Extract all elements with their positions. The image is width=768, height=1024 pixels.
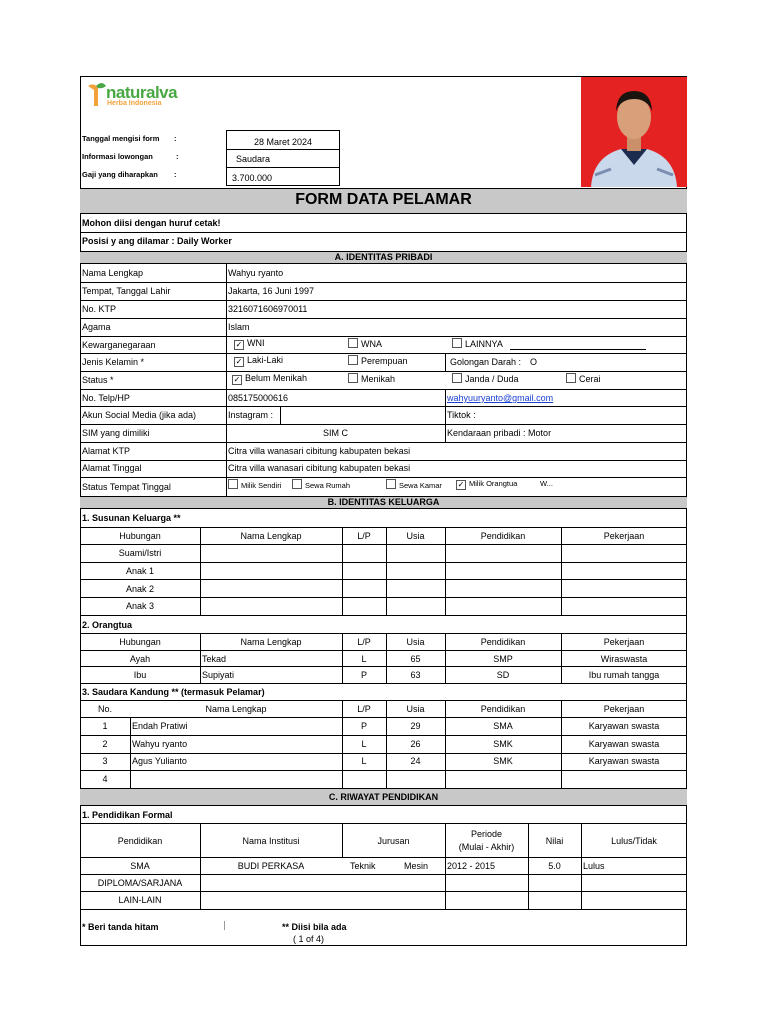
cell-nama[interactable]: Endah Pratiwi — [132, 721, 188, 731]
janda-duda-checkbox[interactable] — [452, 373, 519, 384]
cell-no: 1 — [102, 721, 108, 731]
status-label: Status * — [82, 375, 114, 385]
keluarga-row-anak-3: Anak 3 — [125, 601, 155, 611]
wni-checkbox[interactable] — [234, 338, 265, 350]
cell-nama[interactable]: Supiyati — [202, 670, 235, 680]
ktp-label: No. KTP — [82, 304, 117, 314]
cell-lp[interactable]: L — [361, 654, 367, 664]
col-usia: Usia — [406, 531, 425, 541]
laki-label: Laki-Laki — [247, 355, 284, 365]
nama-field[interactable]: Wahyu ryanto — [228, 268, 284, 278]
cell-pekerjaan[interactable]: Ibu rumah tangga — [588, 670, 660, 680]
tiktok-label: Tiktok : — [447, 410, 476, 420]
cell-pendidikan[interactable]: SMA — [493, 721, 513, 731]
instruction-note: Mohon diisi dengan huruf cetak! — [82, 218, 221, 228]
alamat-tinggal-label: Alamat Tinggal — [82, 463, 142, 473]
perempuan-checkbox[interactable] — [348, 355, 408, 366]
position-applied: Posisi y ang dilamar : Daily Worker — [82, 236, 232, 246]
alamat-ktp-field[interactable]: Citra villa wanasari cibitung kabupaten bekasi — [228, 446, 411, 456]
col-nilai: Nilai — [545, 836, 564, 846]
wni-label: WNI — [247, 338, 265, 348]
cell-pekerjaan[interactable]: Wiraswasta — [600, 654, 648, 664]
wna-checkbox[interactable] — [348, 338, 382, 349]
form-title: FORM DATA PELAMAR — [295, 191, 472, 208]
salary-field[interactable]: 3.700.000 — [232, 173, 273, 183]
col-periode-sub: (Mulai - Akhir) — [458, 842, 515, 852]
milik-sendiri-checkbox[interactable] — [228, 479, 281, 490]
cell-lp[interactable]: P — [360, 670, 367, 680]
col-hubungan: Hubungan — [119, 637, 161, 647]
cell-nama[interactable]: Wahyu ryanto — [132, 739, 188, 749]
col-hubungan: Hubungan — [119, 531, 161, 541]
empty-checkbox-icon — [348, 355, 358, 365]
date-label: Tanggal mengisi form — [82, 134, 160, 143]
cell-institusi[interactable]: BUDI PERKASA — [237, 861, 305, 871]
empty-checkbox-icon — [348, 373, 358, 383]
cerai-label: Cerai — [579, 374, 601, 384]
salary-label: Gaji yang diharapkan — [82, 170, 158, 179]
empty-checkbox-icon — [292, 479, 302, 489]
cell-pekerjaan[interactable]: Karyawan swasta — [588, 756, 660, 766]
vacancy-label: Informasi lowongan — [82, 152, 153, 161]
cell-pekerjaan[interactable]: Karyawan swasta — [588, 721, 660, 731]
lainnya-tempat-label: W... — [540, 479, 553, 488]
cell-pendidikan: SMA — [130, 861, 150, 871]
col-lulus: Lulus/Tidak — [611, 836, 657, 846]
orangtua-title: 2. Orangtua — [82, 620, 133, 630]
col-jurusan: Jurusan — [377, 836, 410, 846]
alamat-ktp-label: Alamat KTP — [82, 446, 131, 456]
lainnya-label: LAINNYA — [465, 339, 503, 349]
page-number: ( 1 of 4) — [293, 934, 325, 944]
cell-usia[interactable]: 29 — [410, 721, 421, 731]
col-pendidikan: Pendidikan — [117, 836, 163, 846]
checkmark-icon: ✓ — [235, 340, 243, 349]
checkmark-icon: ✓ — [233, 375, 241, 384]
col-nama: Nama Lengkap — [205, 704, 267, 714]
telp-field[interactable]: 085175000616 — [228, 393, 289, 403]
col-lp: L/P — [357, 531, 371, 541]
kendaraan-field[interactable]: Kendaraan pribadi : Motor — [447, 428, 552, 438]
sim-field[interactable]: SIM C — [322, 428, 348, 438]
vacancy-separator: : — [176, 152, 179, 161]
sosmed-label: Akun Social Media (jika ada) — [82, 410, 197, 420]
col-pekerjaan: Pekerjaan — [603, 637, 645, 647]
col-lp: L/P — [357, 637, 371, 647]
checkmark-icon: ✓ — [457, 480, 465, 489]
cell-nama[interactable]: Agus Yulianto — [132, 756, 187, 766]
sewa-kamar-label: Sewa Kamar — [399, 481, 442, 490]
keluarga-row-suami-istri: Suami/Istri — [118, 548, 162, 558]
golongan-darah-field[interactable]: O — [530, 357, 538, 367]
section-b-header: B. IDENTITAS KELUARGA — [80, 496, 687, 509]
susunan-keluarga-title: 1. Susunan Keluarga ** — [82, 513, 181, 523]
cell-pendidikan[interactable]: SMK — [493, 756, 513, 766]
cell-no: 4 — [102, 774, 108, 784]
pendidikan-formal-title: 1. Pendidikan Formal — [82, 810, 173, 820]
col-nama: Nama Lengkap — [240, 637, 302, 647]
email-link[interactable]: wahyuuryanto@gmail.com — [447, 393, 554, 403]
ktp-field[interactable]: 3216071606970011 — [228, 304, 308, 314]
wna-label: WNA — [361, 339, 382, 349]
cell-usia[interactable]: 26 — [410, 739, 421, 749]
cell-pendidikan[interactable]: SD — [496, 670, 510, 680]
ttl-field[interactable]: Jakarta, 16 Juni 1997 — [228, 286, 315, 296]
col-pendidikan: Pendidikan — [480, 637, 526, 647]
empty-checkbox-icon — [452, 338, 462, 348]
col-nama: Nama Lengkap — [240, 531, 302, 541]
sewa-rumah-checkbox[interactable] — [292, 479, 350, 490]
belum-menikah-checkbox[interactable] — [232, 373, 307, 385]
keluarga-row-anak-2: Anak 2 — [125, 584, 155, 594]
cell-usia[interactable]: 63 — [410, 670, 421, 680]
saudara-kandung-title: 3. Saudara Kandung ** (termasuk Pelamar) — [82, 687, 265, 697]
ttl-label: Tempat, Tanggal Lahir — [82, 286, 171, 296]
perempuan-label: Perempuan — [361, 356, 408, 366]
golongan-darah-label: Golongan Darah : — [450, 357, 522, 367]
col-periode: Periode — [470, 829, 503, 839]
sim-label: SIM yang dimiliki — [82, 428, 150, 438]
sewa-rumah-label: Sewa Rumah — [305, 481, 351, 490]
logo-name: naturalva — [106, 83, 178, 102]
date-separator: : — [174, 134, 177, 143]
milik-sendiri-label: Milik Sendiri — [241, 481, 282, 490]
col-pendidikan: Pendidikan — [480, 704, 526, 714]
cell-usia[interactable]: 65 — [410, 654, 421, 664]
section-a-header: A. IDENTITAS PRIBADI — [80, 251, 687, 264]
cerai-checkbox[interactable] — [566, 373, 601, 384]
footer-note-checkmark: * Beri tanda hitam — [82, 922, 159, 932]
instagram-label: Instagram : — [228, 410, 274, 420]
cell-pekerjaan[interactable]: Karyawan swasta — [588, 739, 660, 749]
salary-separator: : — [174, 170, 177, 179]
date-field[interactable]: 28 Maret 2024 — [253, 137, 313, 147]
cell-hubungan: Ibu — [133, 670, 147, 680]
cell-jurusan-a[interactable]: Teknik — [350, 861, 376, 871]
footer-note-optional: ** Diisi bila ada — [282, 922, 347, 932]
checkmark-icon: ✓ — [235, 357, 243, 366]
cell-hubungan: Ayah — [129, 654, 151, 664]
logo-subtitle: Herba Indonesia — [107, 100, 162, 107]
col-usia: Usia — [406, 704, 425, 714]
col-pekerjaan: Pekerjaan — [603, 704, 645, 714]
nama-label: Nama Lengkap — [82, 268, 144, 278]
vacancy-field[interactable]: Saudara — [236, 154, 271, 164]
cell-lulus[interactable]: Lulus — [583, 861, 605, 871]
janda-duda-label: Janda / Duda — [465, 374, 519, 384]
cell-nilai[interactable]: 5.0 — [548, 861, 561, 871]
pendidikan-row-diploma: DIPLOMA/SARJANA — [97, 878, 183, 888]
empty-checkbox-icon — [566, 373, 576, 383]
col-usia: Usia — [406, 637, 425, 647]
empty-checkbox-icon — [452, 373, 462, 383]
belum-menikah-label: Belum Menikah — [245, 373, 308, 383]
section-c-header: C. RIWAYAT PENDIDIKAN — [80, 788, 687, 806]
col-pekerjaan: Pekerjaan — [603, 531, 645, 541]
cell-pendidikan[interactable]: SMK — [493, 739, 513, 749]
agama-label: Agama — [82, 322, 111, 332]
col-institusi: Nama Institusi — [242, 836, 300, 846]
cell-lp[interactable]: L — [361, 756, 367, 766]
lainnya-tempat-checkbox[interactable] — [540, 479, 553, 488]
menikah-checkbox[interactable] — [348, 373, 395, 384]
pendidikan-row-lain: LAIN-LAIN — [118, 895, 162, 905]
kewarganegaraan-label: Kewarganegaraan — [82, 340, 156, 350]
empty-checkbox-icon — [348, 338, 358, 348]
col-pendidikan: Pendidikan — [480, 531, 526, 541]
cell-periode[interactable]: 2012 - 2015 — [447, 861, 496, 871]
cell-no: 3 — [102, 756, 108, 766]
milik-orangtua-checkbox[interactable] — [456, 479, 517, 490]
laki-checkbox[interactable] — [234, 355, 283, 367]
cell-usia[interactable]: 24 — [410, 756, 421, 766]
cell-jurusan-b[interactable]: Mesin — [404, 861, 429, 871]
col-lp: L/P — [357, 704, 371, 714]
company-logo — [86, 80, 186, 112]
applicant-photo — [581, 77, 687, 187]
menikah-label: Menikah — [361, 374, 396, 384]
cell-pendidikan[interactable]: SMP — [493, 654, 513, 664]
keluarga-row-anak-1: Anak 1 — [125, 566, 155, 576]
agama-field[interactable]: Islam — [228, 322, 250, 332]
lainnya-checkbox[interactable] — [452, 338, 503, 349]
col-no: No. — [97, 704, 112, 714]
cell-lp[interactable]: L — [361, 739, 367, 749]
cell-no: 2 — [102, 739, 108, 749]
lainnya-underline — [510, 349, 646, 350]
empty-checkbox-icon — [228, 479, 238, 489]
empty-checkbox-icon — [386, 479, 396, 489]
jenis-kelamin-label: Jenis Kelamin * — [82, 357, 145, 367]
cell-lp[interactable]: P — [360, 721, 367, 731]
tempat-tinggal-label: Status Tempat Tinggal — [82, 482, 171, 492]
milik-orangtua-label: Milik Orangtua — [469, 479, 518, 488]
telp-label: No. Telp/HP — [82, 393, 130, 403]
cell-nama[interactable]: Tekad — [202, 654, 227, 664]
sewa-kamar-checkbox[interactable] — [386, 479, 442, 490]
alamat-tinggal-field[interactable]: Citra villa wanasari cibitung kabupaten bekasi — [228, 463, 411, 473]
